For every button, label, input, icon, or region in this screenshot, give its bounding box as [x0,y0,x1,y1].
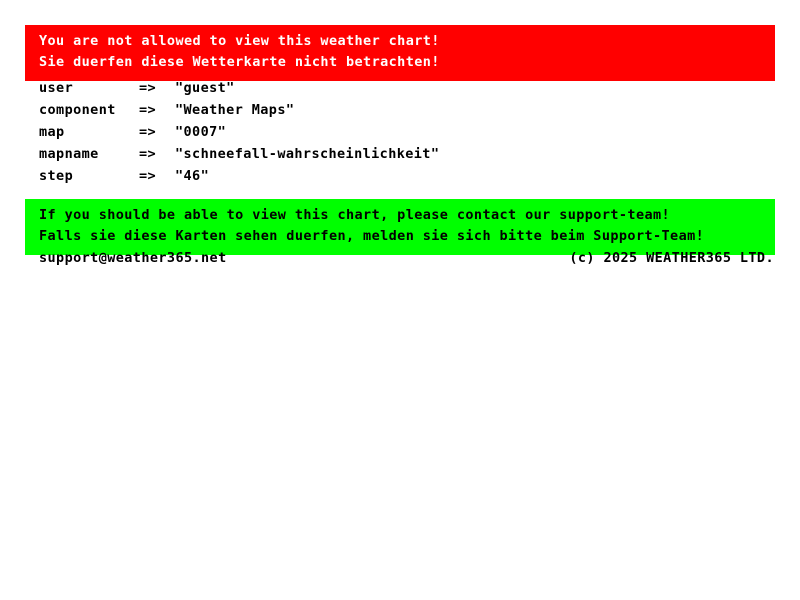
detail-arrow: => [139,80,157,96]
detail-key-component: component [39,102,116,118]
detail-value-map: "0007" [175,124,227,140]
detail-key-mapname: mapname [39,146,99,162]
page-footer [39,250,774,266]
support-banner-line-de: Falls sie diese Karten sehen duerfen, melden sie sich bitte beim Support-Team! [39,228,705,244]
detail-value-step: "46" [175,168,210,184]
detail-key-step: step [39,168,74,184]
error-banner [25,25,775,81]
table-row [39,124,439,146]
table-row [39,102,439,124]
support-email-link[interactable]: support@weather365.net [39,250,227,266]
request-details-table [39,80,439,190]
detail-value-component: "Weather Maps" [175,102,295,118]
error-banner-line-en: You are not allowed to view this weather chart! [39,33,440,49]
detail-value-user: "guest" [175,80,235,96]
copyright-text: (c) 2025 WEATHER365 LTD. [569,250,774,266]
table-row [39,146,439,168]
support-banner [25,199,775,255]
detail-arrow: => [139,124,157,140]
detail-arrow: => [139,102,157,118]
table-row [39,80,439,102]
detail-arrow: => [139,168,157,184]
detail-key-user: user [39,80,74,96]
detail-value-mapname: "schneefall-wahrscheinlichkeit" [175,146,440,162]
table-row [39,168,439,190]
error-banner-line-de: Sie duerfen diese Wetterkarte nicht betrachten! [39,54,440,70]
detail-key-map: map [39,124,65,140]
detail-arrow: => [139,146,157,162]
support-banner-line-en: If you should be able to view this chart, please contact our support-team! [39,207,671,223]
